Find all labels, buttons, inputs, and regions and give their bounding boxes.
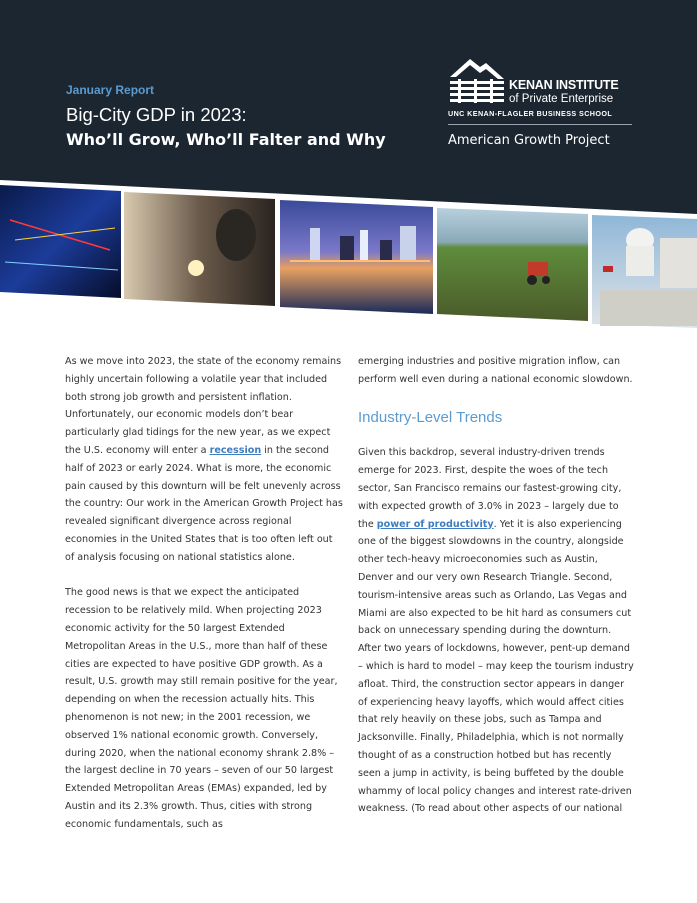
logo-name-line1: KENAN INSTITUTE [509,78,619,92]
paragraph [358,444,634,818]
photo-strip [0,0,697,340]
paragraph-text: Given this backdrop, several industry-driven trends emerge for 2023. First, despite the woes of the tech sector, San Francisco remains our fastest-growing city, with expected growth of 3.0% in 2023 – largely due to the [358,447,622,530]
paragraph-text: As we move into 2023, the state of the economy remains highly uncertain following a volatile year that included both strong job growth and persistent inflation. Unfortunately, our economic models don’t bear particularly glad tidings for the new year, as we expect the U.S. economy will enter a [65,356,342,456]
photo-data-screen [0,185,121,298]
logo-school: UNC KENAN-FLAGLER BUSINESS SCHOOL [448,109,613,118]
report-label: January Report [66,83,155,97]
photo-capitol [592,215,697,328]
section-heading: Industry-Level Trends [358,409,503,427]
project-name: American Growth Project [448,133,610,148]
logo-name-line2: of Private Enterprise [509,93,614,105]
paragraph-text: . Yet it is also experiencing one of the biggest slowdowns in the country, alongside other tech-heavy microeconomies such as Austin, Denver and our very own Research Triangle. Second, tourism-intensive areas such as Orlando, Las Vegas and Miami are also expected to be hit hard as consumers cut back on unnecessary spending during the downturn. After two years of lockdowns, however, pent-up demand – which is hard to model – may keep the tourism industry afloat. Third, the construction sector appears in danger of experiencing heavy layoffs, which would affect cities that rely heavily on these jobs, such as Tampa and Jacksonville. Finally, Philadelphia, which is not normally thought of as a construction hotbed but has recently seen a jump in activity, is being buffeted by the double whammy of local policy changes and interest rate-driven weakness. (To read about other aspects of our national [358,518,634,815]
body-column-right [358,353,634,836]
page-title-line1: Big-City GDP in 2023: [66,104,247,125]
productivity-link[interactable]: power of productivity [376,518,494,530]
body-column-left [65,353,343,851]
photo-welder [124,192,275,306]
photo-city-skyline [280,200,433,314]
page-title-line2: Who’ll Grow, Who’ll Falter and Why [66,130,386,149]
paragraph: The good news is that we expect the anticipated recession to be relatively mild. When projecting 2023 economic activity for the 50 largest Extended Metropolitan Areas in the U.S., more than half of these cities are expected to have positive GDP growth. As a result, U.S. growth may still remain positive for the year, depending on when the recession actually hits. This phenomenon is not new; in the 2001 recession, we observed 1% national economic growth. Conversely, during 2020, when the national economy shrank 2.8% – the largest decline in 70 years – seven of our 50 largest Extended Metropolitan Areas (EMAs) expanded, led by Austin and its 2.3% growth. Thus, cities with strong economic fundamentals, such as [65,587,338,830]
recession-link[interactable]: recession [209,444,262,456]
paragraph [65,353,343,567]
paragraph-text: in the second half of 2023 or early 2024. What is more, the economic pain caused by this downturn will be felt unevenly across the country: Our work in the American Growth Project has revealed significant divergence across regional economies in the United States that is too often left out of analysis focusing on national statistics alone. [65,444,343,563]
paragraph: emerging industries and positive migration inflow, can perform well even during a national economic slowdown. [358,356,633,385]
photo-tractor-field [437,208,588,321]
